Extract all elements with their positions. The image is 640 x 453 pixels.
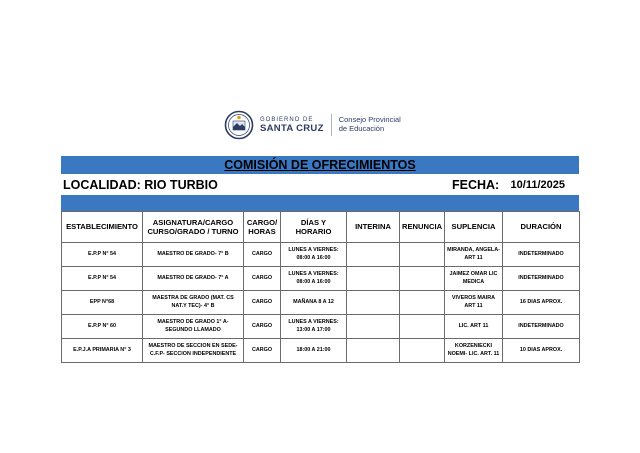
col-header-duracion: DURACIÓN [503,212,580,243]
cell-dias-horario: LUNES A VIERNES: 13:00 A 17:00 [281,315,347,339]
header-divider [331,114,332,136]
cell-establecimiento: E.P.P N° 54 [62,243,143,267]
cell-duracion: INDETERMINADO [503,267,580,291]
col-header-renuncia: RENUNCIA [400,212,445,243]
cell-suplencia: LIC. ART 11 [445,315,503,339]
cell-duracion: 16 DIAS APROX. [503,291,580,315]
cell-renuncia [400,315,445,339]
gov-top-text: GOBIERNO DE [260,116,314,123]
table-row [62,339,580,363]
cell-asignatura: MAESTRO DE GRADO 1° A-SEGUNDO LLAMADO [143,315,244,339]
page-title: COMISIÓN DE OFRECIMIENTOS [224,158,416,172]
cell-renuncia [400,267,445,291]
cell-suplencia: VIVEROS MAIRA ART 11 [445,291,503,315]
province-seal-icon [224,110,254,140]
col-header-suplencia: SUPLENCIA [445,212,503,243]
council-line-1: Consejo Provincial [338,115,401,125]
cell-asignatura: MAESTRO DE GRADO- 7° B [143,243,244,267]
col-header-cargo-horas: CARGO/ HORAS [244,212,281,243]
cell-renuncia [400,243,445,267]
header-logo [224,108,401,142]
table-header-row [62,212,580,243]
cell-cargo-horas: CARGO [244,315,281,339]
cell-dias-horario: 18:00 A 21:00 [281,339,347,363]
table-row [62,243,580,267]
cell-interina [347,243,400,267]
col-header-dias-horario: DÍAS Y HORARIO [281,212,347,243]
cell-establecimiento: EPP N°68 [62,291,143,315]
col-header-asignatura: ASIGNATURA/CARGO CURSO/GRADO / TURNO [143,212,244,243]
cell-establecimiento: E.P.P N° 54 [62,267,143,291]
separator-band [61,195,579,211]
gov-main-text: SANTA CRUZ [260,122,324,134]
cell-duracion: INDETERMINADO [503,315,580,339]
cell-suplencia: MIRANDA, ANGELA- ART 11 [445,243,503,267]
offers-table [61,211,580,363]
table-row [62,267,580,291]
council-name [339,116,401,133]
cell-cargo-horas: CARGO [244,291,281,315]
cell-dias-horario: MAÑANA 8 A 12 [281,291,347,315]
cell-interina [347,315,400,339]
government-wordmark [260,117,324,134]
council-line-2: de Educación [338,124,385,133]
cell-suplencia: JAIMEZ OMAR LIC MEDICA [445,267,503,291]
cell-renuncia [400,291,445,315]
location-date-row [61,178,579,194]
cell-dias-horario: LUNES A VIERNES: 08:00 A 16:00 [281,267,347,291]
cell-establecimiento: E.P.P N° 60 [62,315,143,339]
col-header-interina: INTERINA [347,212,400,243]
fecha-value: 10/11/2025 [510,179,565,191]
table-row [62,291,580,315]
table-row [62,315,580,339]
col-header-establecimiento: ESTABLECIMIENTO [62,212,143,243]
cell-duracion: 10 DIAS APROX. [503,339,580,363]
cell-cargo-horas: CARGO [244,339,281,363]
cell-duracion: INDETERMINADO [503,243,580,267]
cell-asignatura: MAESTRA DE GRADO (MAT. CS NAT.Y TEC)- 4° B [143,291,244,315]
cell-interina [347,291,400,315]
fecha-label: FECHA: [452,178,500,192]
cell-interina [347,339,400,363]
cell-dias-horario: LUNES A VIERNES: 08:00 A 16:00 [281,243,347,267]
cell-asignatura: MAESTRO DE GRADO- 7° A [143,267,244,291]
title-bar [61,156,579,174]
localidad-label: LOCALIDAD: RIO TURBIO [63,178,218,192]
cell-interina [347,267,400,291]
cell-asignatura: MAESTRO DE SECCION EN SEDE- C.F.P- SECCION INDEPENDIENTE [143,339,244,363]
cell-establecimiento: E.P.J.A PRIMARIA N° 3 [62,339,143,363]
cell-cargo-horas: CARGO [244,267,281,291]
cell-renuncia [400,339,445,363]
cell-suplencia: KORZENIECKI NOEMI- LIC. ART. 11 [445,339,503,363]
cell-cargo-horas: CARGO [244,243,281,267]
